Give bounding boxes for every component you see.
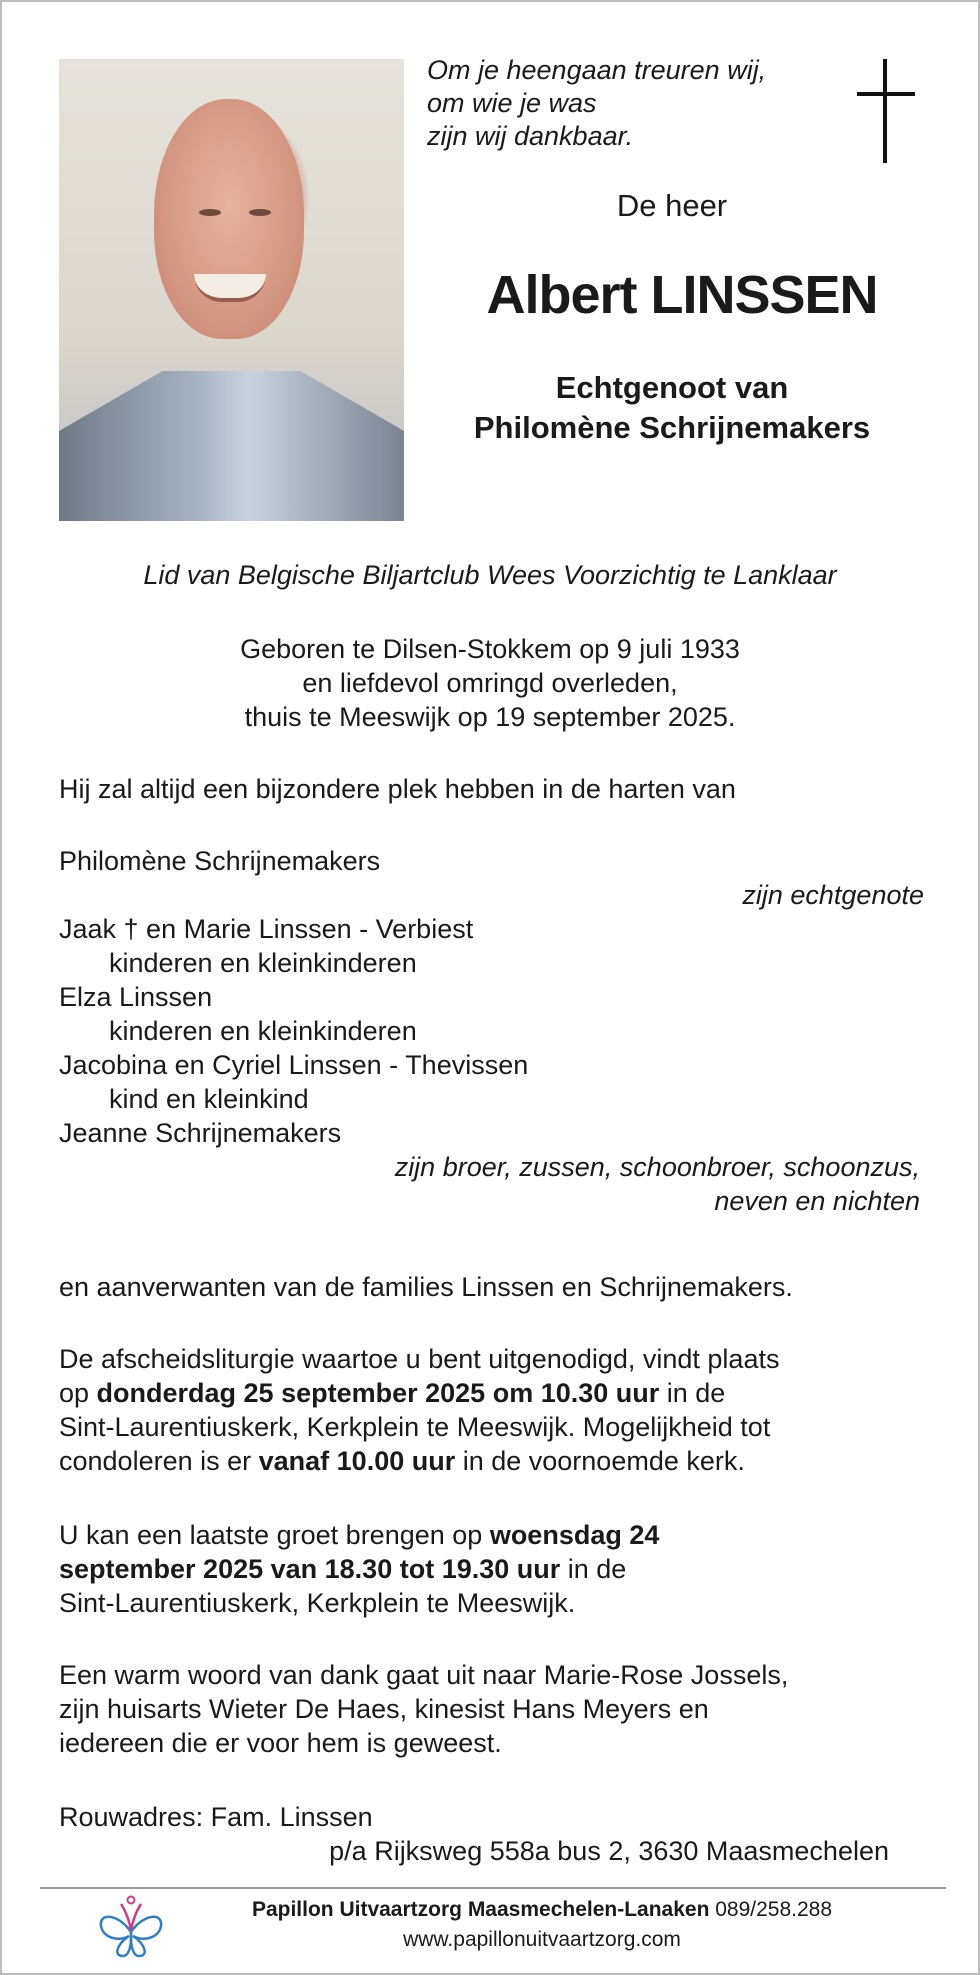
- family-member-1: Jaak † en Marie Linssen - Verbiest: [59, 914, 474, 944]
- born-line-1: Geboren te Dilsen-Stokkem op 9 juli 1933: [240, 634, 740, 664]
- relatives-line: en aanverwanten van de families Linssen en Schrijnemakers.: [59, 1272, 793, 1302]
- family-member-3-sub: kind en kleinkind: [109, 1084, 309, 1114]
- company-name: Papillon Uitvaartzorg Maasmechelen-Lanaken: [251, 1898, 710, 1921]
- thanks-line-2: zijn huisarts Wieter De Haes, kinesist Hans Meyers en: [59, 1694, 709, 1724]
- liturgy-line-3: Sint-Laurentiuskerk, Kerkplein te Meeswijk. Mogelijkheid tot: [59, 1412, 771, 1442]
- photo-eye-left: [199, 209, 221, 216]
- address-line-2: p/a Rijksweg 558a bus 2, 3630 Maasmechelen: [329, 1836, 889, 1866]
- family-list: [59, 844, 924, 1218]
- quote-line-2: om wie je was: [427, 88, 597, 118]
- liturgy-date: donderdag 25 september 2025 om 10.30 uur: [96, 1378, 660, 1408]
- mourning-address: [59, 1800, 889, 1868]
- butterfly-logo-icon: [95, 1892, 167, 1960]
- farewell-date: september 2025 van 18.30 tot 19.30 uur: [59, 1554, 561, 1584]
- spouse-name: Philomène Schrijnemakers: [59, 846, 381, 876]
- liturgy-line-1: De afscheidsliturgie waartoe u bent uitgenodigd, vindt plaats: [59, 1344, 780, 1374]
- family-intro: Hij zal altijd een bijzondere plek hebben in de harten van: [59, 774, 736, 804]
- family-member-2: Elza Linssen: [59, 982, 213, 1012]
- title-prefix: De heer: [616, 188, 728, 223]
- born-line-3: thuis te Meeswijk op 19 september 2025.: [244, 702, 736, 732]
- quote-line-1: Om je heengaan treuren wij,: [427, 55, 767, 85]
- cross-icon: [852, 59, 922, 163]
- family-member-2-sub: kinderen en kleinkinderen: [109, 1016, 417, 1046]
- born-line-2: en liefdevol omringd overleden,: [302, 668, 678, 698]
- spouse-line-2: Philomène Schrijnemakers: [473, 410, 871, 445]
- farewell-line-3: Sint-Laurentiuskerk, Kerkplein te Meeswijk.: [59, 1588, 576, 1618]
- family-roles-line-1: zijn broer, zussen, schoonbroer, schoonzus,: [394, 1152, 920, 1182]
- company-phone: 089/258.288: [709, 1898, 833, 1921]
- farewell-line-2: september 2025 van 18.30 tot 19.30 uur in de: [59, 1554, 627, 1584]
- liturgy-paragraph: [59, 1342, 779, 1478]
- quote-line-3: zijn wij dankbaar.: [427, 121, 634, 151]
- condolence-time: vanaf 10.00 uur: [258, 1446, 456, 1476]
- company-website[interactable]: www.papillonuitvaartzorg.com: [403, 1928, 681, 1951]
- funeral-home-footer: [172, 1895, 912, 1955]
- thanks-paragraph: [59, 1658, 788, 1760]
- family-roles-line-2: neven en nichten: [714, 1186, 920, 1216]
- portrait-photo: [59, 59, 404, 521]
- thanks-line-1: Een warm woord van dank gaat uit naar Marie-Rose Jossels,: [59, 1660, 789, 1690]
- farewell-line-1: U kan een laatste groet brengen op woensdag 24: [59, 1520, 660, 1550]
- family-member-3: Jacobina en Cyriel Linssen - Thevissen: [59, 1050, 529, 1080]
- deceased-name: Albert LINSSEN: [486, 265, 878, 325]
- spouse-line-1: Echtgenoot van: [555, 370, 789, 405]
- liturgy-line-4: condoleren is er vanaf 10.00 uur in de voornoemde kerk.: [59, 1446, 745, 1476]
- family-member-4: Jeanne Schrijnemakers: [59, 1118, 342, 1148]
- spouse-heading: [402, 368, 942, 448]
- photo-eye-right: [249, 209, 271, 216]
- thanks-line-3: iedereen die er voor hem is geweest.: [59, 1728, 502, 1758]
- family-member-1-sub: kinderen en kleinkinderen: [109, 948, 417, 978]
- photo-shirt: [59, 371, 404, 521]
- footer-divider: [40, 1887, 946, 1889]
- birth-death-info: [2, 632, 978, 734]
- footer-company-line: [172, 1895, 912, 1925]
- club-membership: Lid van Belgische Biljartclub Wees Voorzichtig te Lanklaar: [143, 560, 837, 590]
- farewell-paragraph: [59, 1518, 659, 1620]
- spouse-role: zijn echtgenote: [742, 880, 924, 910]
- photo-face: [154, 99, 304, 339]
- liturgy-line-2: op donderdag 25 september 2025 om 10.30 uur in de: [59, 1378, 726, 1408]
- address-line-1: Rouwadres: Fam. Linssen: [59, 1802, 373, 1832]
- memorial-quote: [427, 54, 766, 153]
